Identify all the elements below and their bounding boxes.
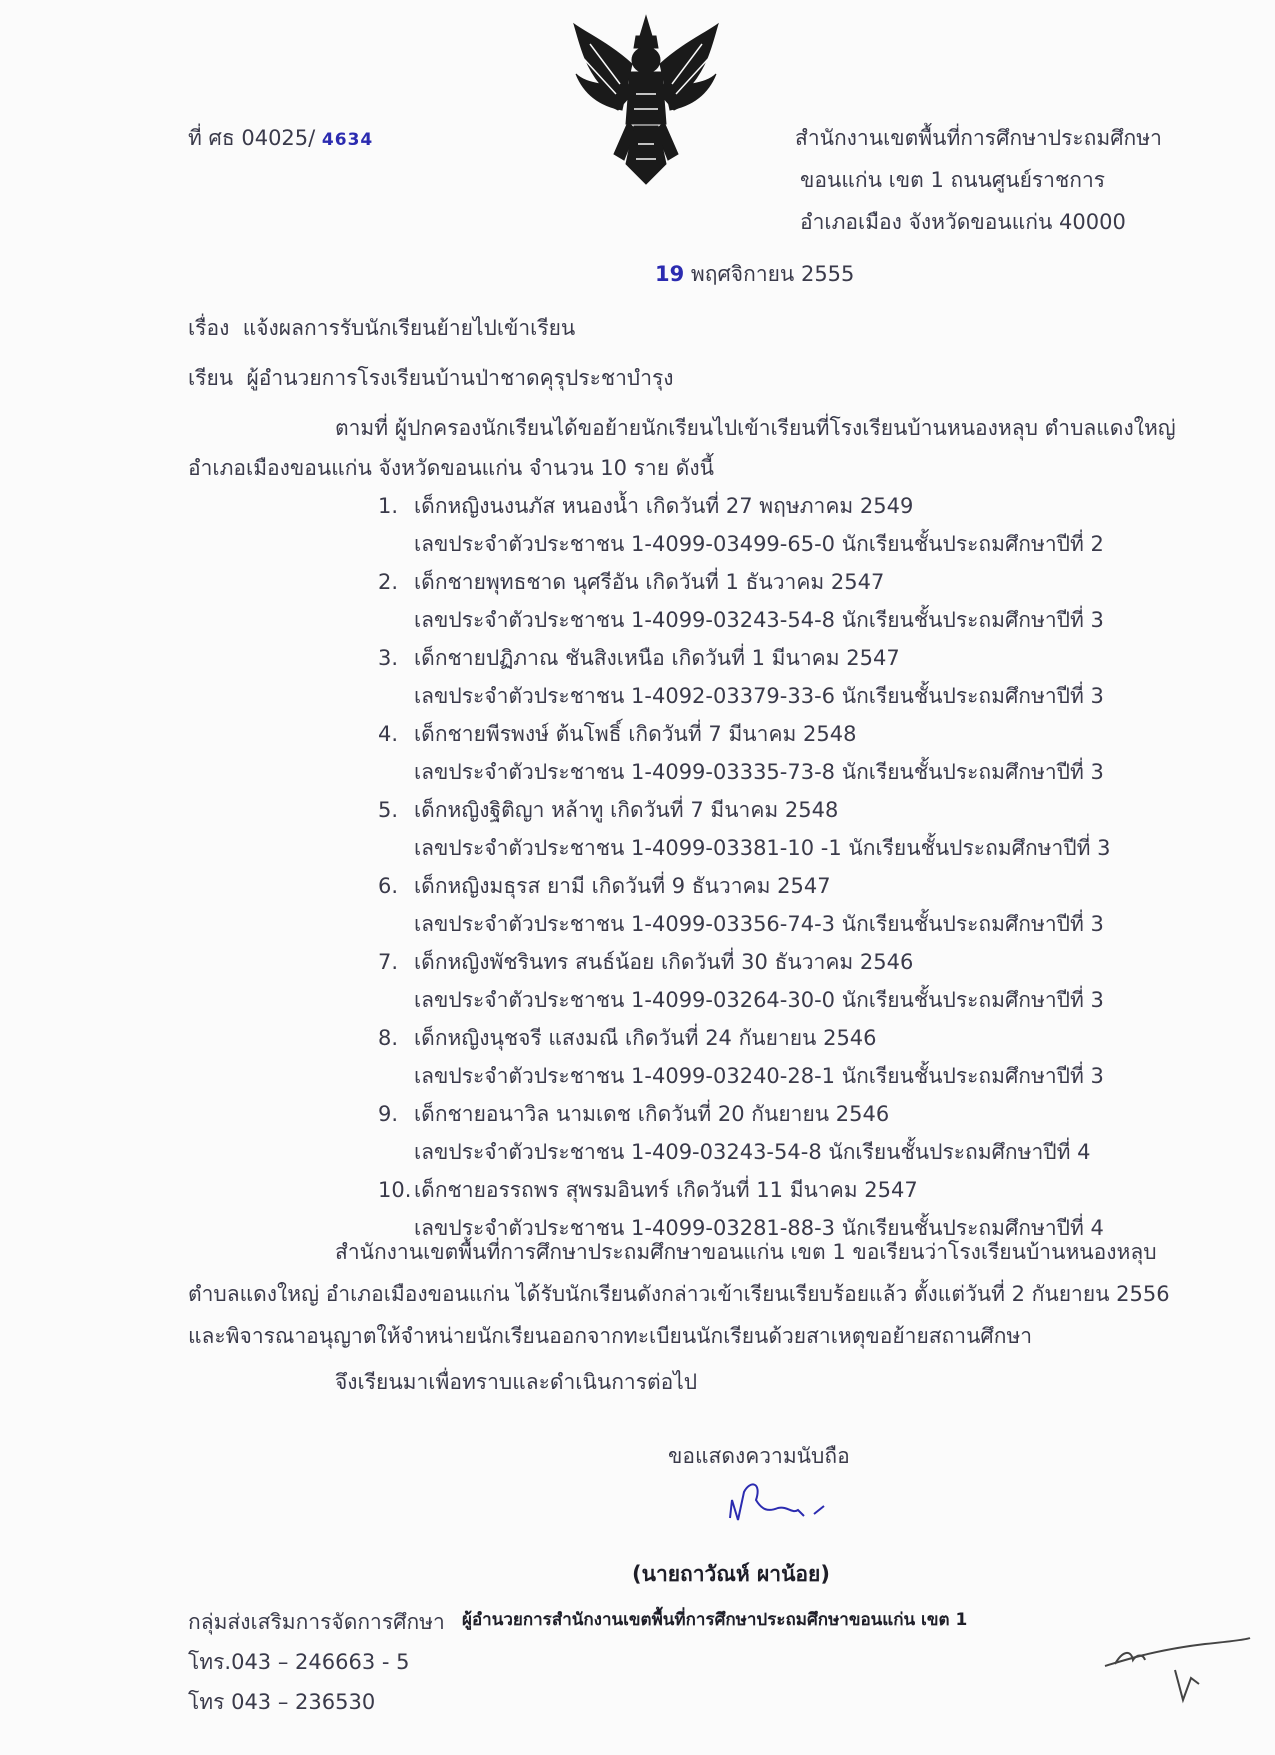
student-id-grade: เลขประจำตัวประชาชน 1-4099-03499-65-0 นักเรียนชั้นประถมศึกษาปีที่ 2 bbox=[414, 532, 1104, 556]
student-item-line-1 bbox=[378, 870, 831, 903]
student-item-number: 5. bbox=[378, 798, 399, 822]
student-name-birth: เด็กชายปฏิภาณ ชันสิงเหนือ เกิดวันที่ 1 มีนาคม 2547 bbox=[414, 646, 900, 670]
subject-line bbox=[188, 312, 575, 345]
student-item-number: 10. bbox=[378, 1178, 412, 1202]
student-item-number: 4. bbox=[378, 722, 399, 746]
subject-label: เรื่อง bbox=[188, 316, 230, 340]
student-name-birth: เด็กชายพุทธชาด นุศรีอัน เกิดวันที่ 1 ธันวาคม 2547 bbox=[414, 570, 885, 594]
department: กลุ่มส่งเสริมการจัดการศึกษา bbox=[188, 1610, 445, 1634]
student-name-birth: เด็กหญิงมธุรส ยามี เกิดวันที่ 9 ธันวาคม 2547 bbox=[414, 874, 831, 898]
student-item-line-1 bbox=[378, 1098, 889, 1131]
intro-line-1: ตามที่ ผู้ปกครองนักเรียนได้ขอย้ายนักเรียนไปเข้าเรียนที่โรงเรียนบ้านหนองหลุบ ตำบลแดงใหญ่ bbox=[335, 416, 1176, 440]
office-address-line-1: สำนักงานเขตพื้นที่การศึกษาประถมศึกษา bbox=[795, 126, 1162, 150]
student-id-grade: เลขประจำตัวประชาชน 1-4099-03381-10 -1 นักเรียนชั้นประถมศึกษาปีที่ 3 bbox=[414, 836, 1111, 860]
student-name-birth: เด็กหญิงฐิติญา หล้าทู เกิดวันที่ 7 มีนาคม 2548 bbox=[414, 798, 839, 822]
student-id-grade: เลขประจำตัวประชาชน 1-4099-03240-28-1 นักเรียนชั้นประถมศึกษาปีที่ 3 bbox=[414, 1064, 1104, 1088]
body-line-2: ตำบลแดงใหญ่ อำเภอเมืองขอนแก่น ได้รับนักเรียนดังกล่าวเข้าเรียนเรียบร้อยแล้ว ตั้งแต่วันที่ 2 กันยายน 2556 bbox=[188, 1282, 1170, 1306]
document-date bbox=[655, 258, 854, 291]
student-item-number: 3. bbox=[378, 646, 399, 670]
doc-number-handwritten: 4634 bbox=[321, 130, 374, 150]
intro-line-2: อำเภอเมืองขอนแก่น จังหวัดขอนแก่น จำนวน 10 ราย ดังนี้ bbox=[188, 456, 714, 480]
student-name-birth: เด็กชายพีรพงษ์ ต้นโพธิ์ เกิดวันที่ 7 มีนาคม 2548 bbox=[414, 722, 857, 746]
recipient-line bbox=[188, 362, 674, 395]
student-item-line-1 bbox=[378, 794, 838, 827]
garuda-emblem-icon bbox=[570, 14, 722, 186]
handwritten-signature-icon bbox=[718, 1470, 838, 1540]
date-day-handwritten: 19 bbox=[655, 262, 685, 286]
office-address-line-2: ขอนแก่น เขต 1 ถนนศูนย์ราชการ bbox=[800, 168, 1106, 192]
date-month-year: พฤศจิกายน 2555 bbox=[690, 262, 855, 286]
student-name-birth: เด็กหญิงพัชรินทร สนธ์น้อย เกิดวันที่ 30 ธันวาคม 2546 bbox=[414, 950, 914, 974]
student-id-grade: เลขประจำตัวประชาชน 1-4099-03335-73-8 นักเรียนชั้นประถมศึกษาปีที่ 3 bbox=[414, 760, 1104, 784]
student-id-grade: เลขประจำตัวประชาชน 1-4099-03243-54-8 นักเรียนชั้นประถมศึกษาปีที่ 3 bbox=[414, 608, 1104, 632]
student-item-number: 2. bbox=[378, 570, 399, 594]
phone-1: โทร.043 – 246663 - 5 bbox=[188, 1650, 410, 1674]
student-id-grade: เลขประจำตัวประชาชน 1-4099-03264-30-0 นักเรียนชั้นประถมศึกษาปีที่ 3 bbox=[414, 988, 1104, 1012]
closing-request: จึงเรียนมาเพื่อทราบและดำเนินการต่อไป bbox=[335, 1370, 698, 1394]
student-item-line-1 bbox=[378, 490, 913, 523]
student-name-birth: เด็กชายอรรถพร สุพรมอินทร์ เกิดวันที่ 11 มีนาคม 2547 bbox=[414, 1178, 918, 1202]
student-item-number: 6. bbox=[378, 874, 399, 898]
student-item-line-1 bbox=[378, 946, 913, 979]
student-item-number: 8. bbox=[378, 1026, 399, 1050]
student-item-number: 1. bbox=[378, 494, 399, 518]
student-item-line-1 bbox=[378, 642, 900, 675]
student-name-birth: เด็กชายอนาวิล นามเดช เกิดวันที่ 20 กันยายน 2546 bbox=[414, 1102, 890, 1126]
student-id-grade: เลขประจำตัวประชาชน 1-409-03243-54-8 นักเรียนชั้นประถมศึกษาปีที่ 4 bbox=[414, 1140, 1091, 1164]
body-line-1: สำนักงานเขตพื้นที่การศึกษาประถมศึกษาขอนแก่น เขต 1 ขอเรียนว่าโรงเรียนบ้านหนองหลุบ bbox=[335, 1240, 1157, 1264]
student-item-line-1 bbox=[378, 1174, 918, 1207]
student-item-number: 9. bbox=[378, 1102, 399, 1126]
student-id-grade: เลขประจำตัวประชาชน 1-4092-03379-33-6 นักเรียนชั้นประถมศึกษาปีที่ 3 bbox=[414, 684, 1104, 708]
body-line-3: และพิจารณาอนุญาตให้จำหน่ายนักเรียนออกจากทะเบียนนักเรียนด้วยสาเหตุขอย้ายสถานศึกษา bbox=[188, 1324, 1033, 1348]
student-item-line-1 bbox=[378, 566, 884, 599]
student-name-birth: เด็กหญิงนงนภัส หนองน้ำ เกิดวันที่ 27 พฤษภาคม 2549 bbox=[414, 494, 914, 518]
student-id-grade: เลขประจำตัวประชาชน 1-4099-03356-74-3 นักเรียนชั้นประถมศึกษาปีที่ 3 bbox=[414, 912, 1104, 936]
student-name-birth: เด็กหญิงนุชจรี แสงมณี เกิดวันที่ 24 กันยายน 2546 bbox=[414, 1026, 877, 1050]
recipient-text: ผู้อำนวยการโรงเรียนบ้านป่าชาดคุรุประชาบำรุง bbox=[246, 366, 674, 390]
initials-signature-icon bbox=[1095, 1630, 1255, 1720]
doc-number-prefix: ที่ ศธ 04025/ bbox=[188, 126, 316, 150]
closing-salutation: ขอแสดงความนับถือ bbox=[668, 1444, 850, 1468]
phone-2: โทร 043 – 236530 bbox=[188, 1690, 376, 1714]
signer-title: ผู้อำนวยการสำนักงานเขตพื้นที่การศึกษาประถมศึกษาขอนแก่น เขต 1 bbox=[462, 1610, 968, 1630]
student-item-number: 7. bbox=[378, 950, 399, 974]
student-id-grade: เลขประจำตัวประชาชน 1-4099-03281-88-3 นักเรียนชั้นประถมศึกษาปีที่ 4 bbox=[414, 1216, 1104, 1240]
student-item-line-1 bbox=[378, 718, 856, 751]
document-number bbox=[188, 122, 373, 155]
office-address-line-3: อำเภอเมือง จังหวัดขอนแก่น 40000 bbox=[800, 210, 1126, 234]
recipient-label: เรียน bbox=[188, 366, 234, 390]
student-item-line-1 bbox=[378, 1022, 877, 1055]
subject-text: แจ้งผลการรับนักเรียนย้ายไปเข้าเรียน bbox=[242, 316, 576, 340]
signer-name: (นายถาวัณห์ ผาน้อย) bbox=[632, 1562, 830, 1586]
